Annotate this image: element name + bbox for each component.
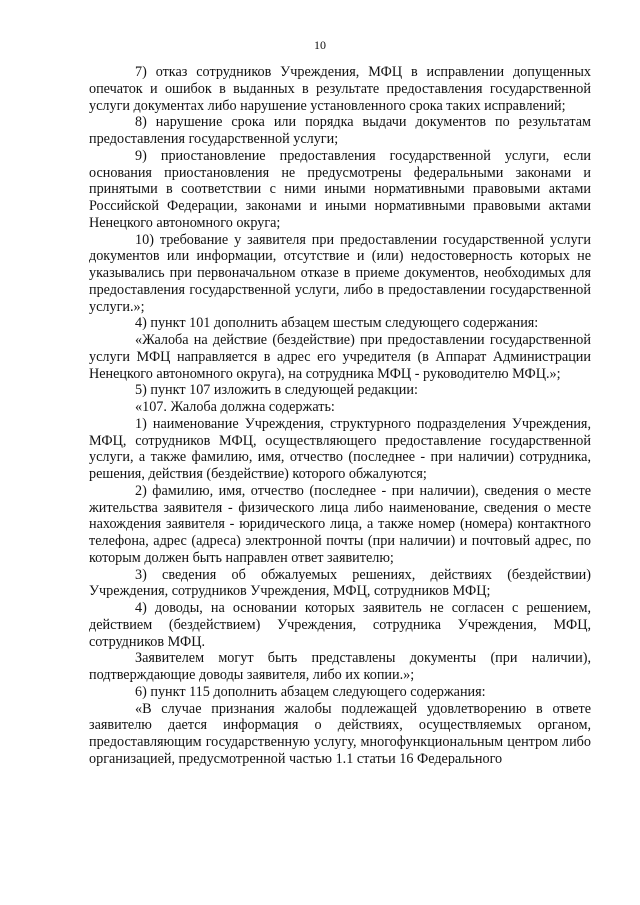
paragraph-item-7: 7) отказ сотрудников Учреждения, МФЦ в исправлении допущенных опечаток и ошибок в выданных в результате предоставления государственной услуги документах либо нарушение установленного срока таких исправлений;	[89, 64, 591, 114]
paragraph-item-9: 9) приостановление предоставления государственной услуги, если основания приостановления не предусмотрены федеральными законами и принятыми в соответствии с ними иными нормативными правовыми актами Российской Федерации, законами и иными нормативными правовыми актами Ненецкого автономного округа;	[89, 147, 591, 231]
paragraph-complaint-mfc: «Жалоба на действие (бездействие) при предоставлении государственной услуги МФЦ направляется в адрес его учредителя (в Аппарат Администрации Ненецкого автономного округа), на сотрудника МФЦ - руководителю МФЦ.»;	[89, 332, 591, 382]
paragraph-item-8: 8) нарушение срока или порядка выдачи документов по результатам предоставления государственной услуги;	[89, 114, 591, 147]
page-number: 10	[314, 38, 326, 52]
document-body	[89, 64, 591, 768]
paragraph-clause-107: «107. Жалоба должна содержать:	[135, 399, 335, 415]
paragraph-amendment-4: 4) пункт 101 дополнить абзацем шестым следующего содержания:	[135, 315, 539, 332]
paragraph-item-10: 10) требование у заявителя при предоставлении государственной услуги документов или информации, отсутствие и (или) недостоверность которых не указывались при первоначальном отказе в приеме документов, необходимых для предоставления государственной услуги, либо в предоставлении государственной услуги.»;	[89, 231, 591, 315]
paragraph-clause-107-item-4: 4) доводы, на основании которых заявитель не согласен с решением, действием (бездействием) Учреждения, сотрудника Учреждения, МФЦ, сотрудников МФЦ.	[89, 600, 591, 650]
paragraph-complaint-satisfied: «В случае признания жалобы подлежащей удовлетворению в ответе заявителю дается информация о действиях, осуществляемых органом, предоставляющим государственную услугу, многофункциональным центром либо организацией, предусмотренной частью 1.1 статьи 16 Федерального	[89, 700, 591, 767]
paragraph-clause-107-item-2: 2) фамилию, имя, отчество (последнее - при наличии), сведения о месте жительства заявителя - физического лица либо наименование, сведения о месте нахождения заявителя - юридического лица, а также номер (номера) контактного телефона, адрес (адреса) электронной почты (при наличии) и почтовый адрес, по которым должен быть направлен ответ заявителю;	[89, 482, 591, 566]
paragraph-amendment-6: 6) пункт 115 дополнить абзацем следующего содержания:	[135, 683, 486, 700]
paragraph-clause-107-item-3: 3) сведения об обжалуемых решениях, действиях (бездействии) Учреждения, сотрудников Учреждения, МФЦ, сотрудников МФЦ;	[89, 566, 591, 600]
paragraph-supporting-documents: Заявителем могут быть представлены документы (при наличии), подтверждающие доводы заявителя, либо их копии.»;	[89, 650, 591, 683]
paragraph-amendment-5: 5) пункт 107 изложить в следующей редакции:	[135, 382, 418, 399]
paragraph-clause-107-item-1: 1) наименование Учреждения, структурного подразделения Учреждения, МФЦ, сотрудников МФЦ, осуществляющего предоставление государственной услуги, а также фамилию, имя, отчество (последнее - при наличии) сотрудника, решения, действия (бездействие) которого обжалуются;	[89, 415, 591, 482]
